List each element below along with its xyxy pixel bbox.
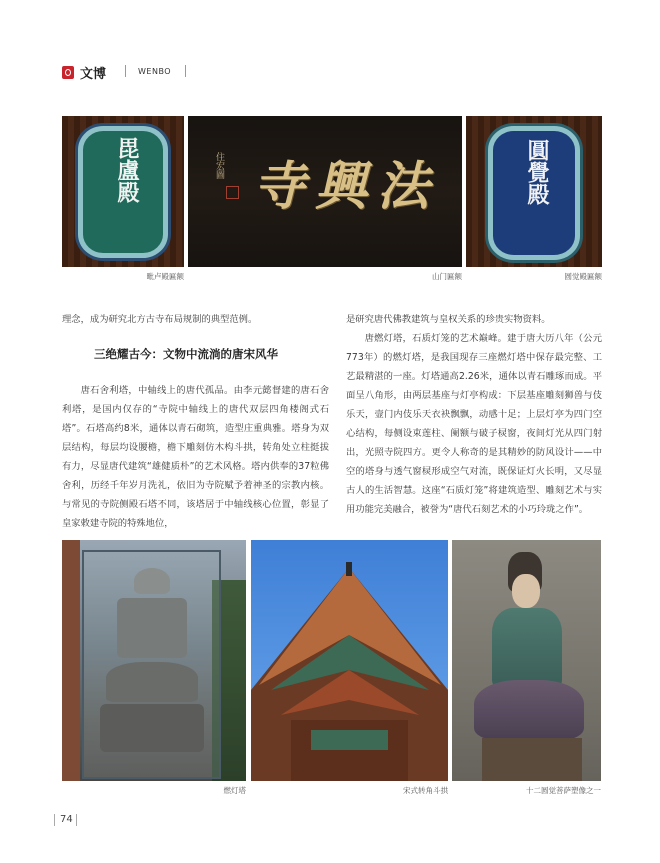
pagoda-lamp-pavilion	[117, 598, 187, 658]
bracket-illustration	[251, 540, 448, 781]
mountain-gate-plaque-photo	[188, 116, 462, 267]
photo-caption: 毗卢殿匾额	[146, 272, 184, 281]
header-divider	[125, 65, 126, 77]
paragraph: 是研究唐代佛教建筑与皇权关系的珍贵实物资料。	[346, 314, 551, 325]
brick-wall	[62, 540, 80, 781]
header-divider	[185, 65, 186, 77]
plaque-board	[488, 126, 580, 260]
paragraph: 理念，成为研究北方古寺布局规制的典型范例。	[62, 314, 258, 325]
song-corner-bracket-photo	[251, 540, 448, 781]
magazine-logo-icon	[62, 66, 74, 79]
page-number-divider	[76, 814, 77, 826]
vairocana-hall-plaque-photo	[62, 116, 184, 267]
photo-caption: 宋式转角斗拱	[403, 786, 448, 795]
statue-pedestal	[482, 738, 582, 781]
left-column-intro	[62, 310, 329, 329]
plaque-seal-inscription: 住宏圖	[214, 152, 224, 179]
photo-caption: 燃灯塔	[223, 786, 246, 795]
perfect-enlightenment-hall-plaque-photo	[466, 116, 602, 267]
paragraph: 唐燃灯塔，石质灯笼的艺术巅峰。建于唐大历八年（公元773年）的燃灯塔，是我国现存三座燃灯塔中保存最完整、工艺最精湛的一座。灯塔通高2.26米，通体以青石雕琢而成。平面呈八角形，由两层基座与灯亭构成：下层基座雕刻狮兽与伎乐天，壸门内伎乐天衣袂飘飘，动感十足；上层灯亭为四门空心结构，每侧设束莲柱、阑额与破子棂窗，夜间灯光从四门射出，光照寺院四方。更令人称奇的是其精妙的防风设计——中空的塔身与透气窗棂形成空气对流，既保证灯火长明，又尽显古人的生活智慧。这座“石质灯笼”将建筑造型、雕刻艺术与实用功能完美融合，被誉为“唐代石刻艺术的小巧玲珑之作”。	[346, 333, 602, 515]
section-brand-english: WENBO	[138, 67, 172, 76]
photo-caption: 圆觉殿匾额	[564, 272, 602, 281]
pagoda-top	[134, 568, 170, 594]
paragraph: 唐石舍利塔，中轴线上的唐代孤品。由李元懿督建的唐石舍利塔，是国内仅存的“寺院中轴线上的唐代双层四角楼阁式石塔”。石塔高约8米，通体以青石砌筑，造型庄重典雅。塔身为双层结构，每层均设腰檐，檐下雕刻仿木构斗拱，转角处立柱挺拔有力，尽显唐代建筑“雄健质朴”的艺术风格。塔内供奉的37粒佛舍利，历经千年岁月洗礼，依旧为寺院赋予着神圣的宗教内核。与常见的寺院侧殿石塔不同，该塔居于中轴线核心位置，彰显了皇家敕建寺院的特殊地位，	[62, 385, 329, 529]
plaque-board	[78, 126, 168, 258]
section-brand-chinese: 文博	[80, 67, 107, 82]
statue-torso	[492, 608, 562, 688]
bodhisattva-statue-photo	[452, 540, 601, 781]
statue-face	[512, 574, 540, 608]
pagoda-base-upper	[106, 662, 198, 702]
page-number-divider	[54, 814, 55, 826]
plaque-inscription: 圓覺殿	[524, 139, 550, 205]
photo-caption: 十二圆觉菩萨塑像之一	[526, 786, 601, 795]
left-column-body	[62, 381, 329, 533]
section-heading: 三绝耀古今：文物中流淌的唐宋风华	[94, 347, 278, 361]
plaque-inscription: 毘盧殿	[114, 137, 140, 203]
page-number: 74	[60, 814, 73, 825]
right-column-body	[346, 310, 602, 519]
lantern-pagoda-photo	[62, 540, 246, 781]
pagoda-base-lower	[100, 704, 204, 752]
photo-caption: 山门匾额	[432, 272, 462, 281]
statue-legs	[474, 680, 584, 740]
plaque-inscription: 法興寺	[252, 156, 439, 217]
